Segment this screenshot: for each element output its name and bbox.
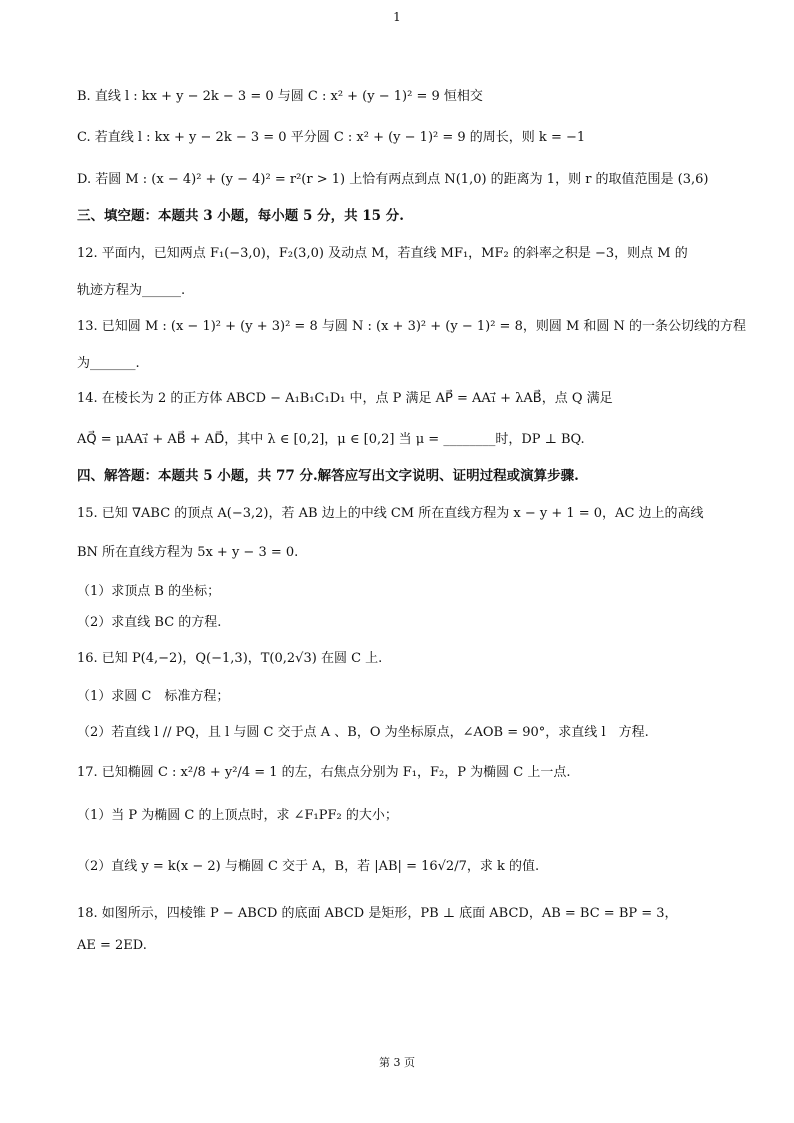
option-d: D. 若圆 M : (x − 4)² + (y − 4)² = r²(r > 1) 上恰有两点到点 N(1,0) 的距离为 1，则 r 的取值范围是 (3,6) xyxy=(77,172,709,187)
question-17-part-1: （1）当 P 为椭圆 C 的上顶点时，求 ∠F₁PF₂ 的大小； xyxy=(77,808,398,823)
section-four-heading: 四、解答题：本题共 5 小题，共 77 分.解答应写出文字说明、证明过程或演算步骤. xyxy=(77,468,579,484)
question-18-line-1: 18. 如图所示，四棱锥 P − ABCD 的底面 ABCD 是矩形，PB ⊥ 底面 ABCD，AB = BC = BP = 3， xyxy=(77,906,678,921)
question-15-line-1: 15. 已知 ∇ABC 的顶点 A(−3,2)，若 AB 边上的中线 CM 所在直线方程为 x − y + 1 = 0，AC 边上的高线 xyxy=(77,506,704,521)
option-c: C. 若直线 l : kx + y − 2k − 3 = 0 平分圆 C : x² + (y − 1)² = 9 的周长，则 k = −1 xyxy=(77,130,586,145)
question-18-line-2: AE = 2ED. xyxy=(77,938,147,953)
option-b: B. 直线 l : kx + y − 2k − 3 = 0 与圆 C : x² + (y − 1)² = 9 恒相交 xyxy=(77,89,483,104)
question-12-line-2: 轨迹方程为______. xyxy=(77,283,186,298)
question-17-part-2: （2）直线 y = k(x − 2) 与椭圆 C 交于 A，B，若 |AB| = 16√2/7，求 k 的值. xyxy=(77,859,540,874)
section-three-heading: 三、填空题：本题共 3 小题，每小题 5 分，共 15 分. xyxy=(77,208,404,224)
page-number: 1 xyxy=(393,10,401,24)
page-footer: 第 3 页 xyxy=(379,1056,415,1069)
question-16-part-2: （2）若直线 l // PQ，且 l 与圆 C 交于点 A 、B，O 为坐标原点，∠AOB = 90°，求直线 l 方程. xyxy=(77,725,649,740)
question-16-part-1: （1）求圆 C 标准方程； xyxy=(77,689,230,704)
question-12-line-1: 12. 平面内，已知两点 F₁(−3,0)，F₂(3,0) 及动点 M，若直线 MF₁，MF₂ 的斜率之积是 −3，则点 M 的 xyxy=(77,246,688,261)
question-15-part-1: （1）求顶点 B 的坐标； xyxy=(77,584,221,599)
question-15-part-2: （2）求直线 BC 的方程. xyxy=(77,615,222,630)
question-14-line-1: 14. 在棱长为 2 的正方体 ABCD − A₁B₁C₁D₁ 中，点 P 满足 AP⃗ = AA₁⃗ + λAB⃗，点 Q 满足 xyxy=(77,391,613,406)
question-15-line-2: BN 所在直线方程为 5x + y − 3 = 0. xyxy=(77,545,299,560)
question-16-line-1: 16. 已知 P(4,−2)，Q(−1,3)，T(0,2√3) 在圆 C 上. xyxy=(77,651,383,666)
question-13-line-1: 13. 已知圆 M : (x − 1)² + (y + 3)² = 8 与圆 N : (x + 3)² + (y − 1)² = 8，则圆 M 和圆 N 的一条公切线的方程 xyxy=(77,319,747,334)
question-13-line-2: 为_______. xyxy=(77,356,140,371)
question-14-line-2: AQ⃗ = μAA₁⃗ + AB⃗ + AD⃗，其中 λ ∈ [0,2]，μ ∈ [0,2] 当 μ = ________时，DP ⊥ BQ. xyxy=(77,432,585,447)
question-17-line-1: 17. 已知椭圆 C : x²/8 + y²/4 = 1 的左，右焦点分别为 F₁，F₂，P 为椭圆 C 上一点. xyxy=(77,765,571,780)
